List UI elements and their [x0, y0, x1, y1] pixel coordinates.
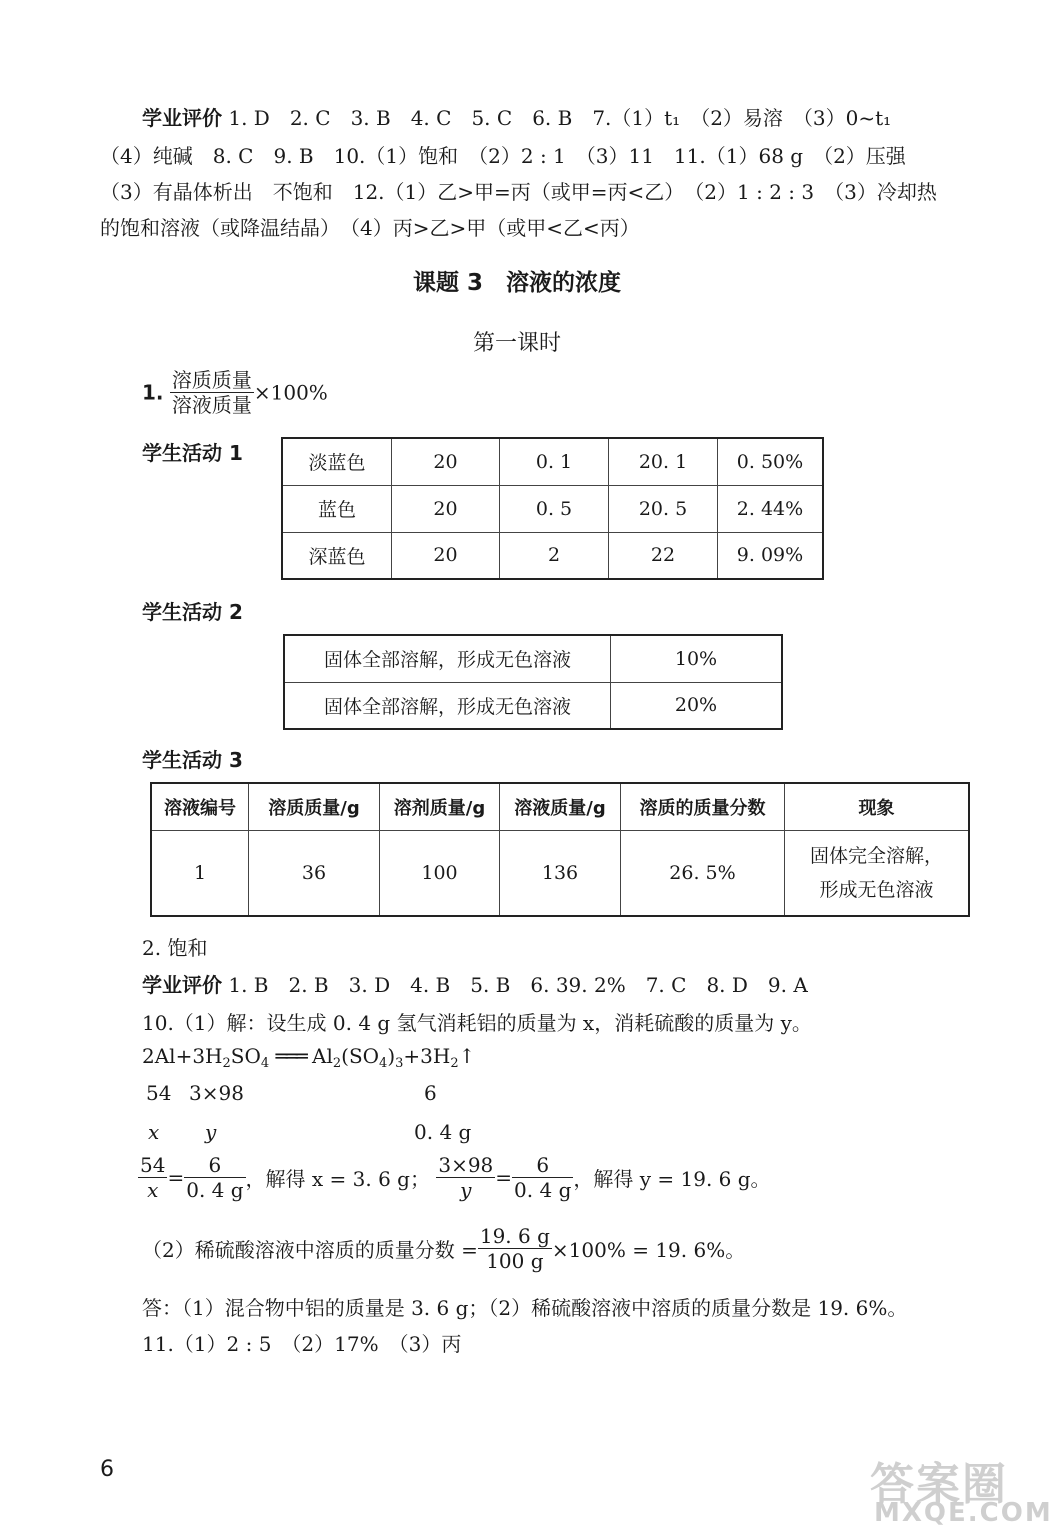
frac-den: 0. 4 g [186, 1178, 244, 1202]
section-title: 课题 3 溶液的浓度 [412, 270, 621, 296]
eval1-line2: （4）纯碱 8. C 9. B 10.（1）饱和 （2）2 : 1 （3）11 11.（1）68 g （2）压强 [100, 144, 906, 168]
a1-cell: 9. 09% [718, 532, 824, 579]
activity2-label: 学生活动 2 [142, 600, 243, 624]
frac-eq: = [167, 1165, 185, 1190]
a2-cell: 固体全部溶解，形成无色溶液 [284, 635, 611, 682]
eq-part: SO [230, 1044, 261, 1068]
frac-result: ，解得 y = 19. 6 g。 [573, 1167, 771, 1191]
q11-answer: 11.（1）2 : 5 （2）17% （3）丙 [142, 1332, 462, 1356]
activity1-table [281, 437, 824, 580]
q1-numerator: 溶质质量 [171, 368, 252, 392]
q1-denominator: 溶液质量 [171, 393, 252, 417]
q1-number: 1. [142, 380, 164, 405]
q1-suffix: ×100% [253, 380, 328, 405]
q10-part2 [142, 1224, 745, 1273]
a3-header: 溶液编号 [151, 783, 249, 830]
frac-den: x [147, 1178, 159, 1202]
q1-fraction [170, 368, 254, 417]
a1-cell: 20 [392, 485, 500, 532]
eval1-label: 学业评价 [142, 106, 222, 130]
q10-equation [142, 1044, 475, 1071]
q10-intro: 10.（1）解：设生成 0. 4 g 氢气消耗铝的质量为 x，消耗硫酸的质量为 y。 [142, 1011, 812, 1035]
a1-cell: 深蓝色 [282, 532, 392, 579]
a3-header: 溶质的质量分数 [621, 783, 785, 830]
eq-sub: 4 [260, 1056, 270, 1071]
p2-prefix: （2）稀硫酸溶液中溶质的质量分数 = [142, 1238, 478, 1262]
eval2-line [142, 969, 808, 998]
q10-m1: 54 [146, 1081, 172, 1105]
eq-sub: 4 [379, 1056, 388, 1071]
a3-phenomenon-line2: 形成无色溶液 [819, 878, 934, 901]
a1-cell: 0. 1 [500, 438, 609, 485]
a2-cell: 10% [611, 635, 783, 682]
frac-result: ，解得 x = 3. 6 g； [245, 1167, 430, 1191]
watermark-text-2: MXQE.COM [874, 1498, 1053, 1528]
eq-sub: 2 [222, 1056, 231, 1071]
eval1-line4: 的饱和溶液（或降温结晶） （4）丙>乙>甲（或甲<乙<丙） [100, 216, 640, 240]
a2-cell: 20% [611, 682, 783, 729]
a1-cell: 0. 50% [718, 438, 824, 485]
page-number: 6 [100, 1457, 114, 1482]
eq-sub: 2 [450, 1056, 459, 1071]
a1-cell: 0. 5 [500, 485, 609, 532]
q10-v1: x [148, 1120, 160, 1144]
ratio-frac-4 [512, 1153, 573, 1202]
a3-cell: 100 [380, 830, 500, 916]
a1-cell: 蓝色 [282, 485, 392, 532]
frac-num: 54 [140, 1153, 166, 1177]
a2-cell: 固体全部溶解，形成无色溶液 [284, 682, 611, 729]
a3-cell: 36 [249, 830, 380, 916]
ratio-frac-2 [184, 1153, 245, 1202]
a3-header: 溶剂质量/g [380, 783, 500, 830]
frac-num: 19. 6 g [479, 1224, 550, 1248]
frac-eq: = [495, 1165, 513, 1190]
watermark-logo [860, 1448, 1053, 1528]
eq-sub: 3 [395, 1056, 404, 1071]
eval2-text: 1. B 2. B 3. D 4. B 5. B 6. 39. 2% 7. C 8. D 9. A [228, 973, 808, 997]
frac-num: 6 [184, 1153, 245, 1178]
a1-cell: 淡蓝色 [282, 438, 392, 485]
activity2-table [283, 634, 783, 730]
eq-up-arrow: ↑ [458, 1044, 476, 1068]
ratio-frac-3 [436, 1153, 495, 1202]
activity3-table [150, 782, 970, 917]
q10-m3: 6 [424, 1081, 437, 1105]
a1-cell: 22 [609, 532, 718, 579]
activity3-label: 学生活动 3 [142, 748, 243, 772]
frac-den: 100 g [486, 1249, 544, 1273]
a3-cell: 26. 5% [621, 830, 785, 916]
q10-v3: 0. 4 g [414, 1120, 472, 1144]
eval1-line1 [142, 102, 891, 131]
q2-answer: 2. 饱和 [142, 936, 208, 960]
eq-arrow: ═══ [275, 1044, 306, 1068]
frac-num: 3×98 [438, 1153, 494, 1177]
a3-phenomenon-line1: 固体完全溶解， [809, 844, 943, 867]
q10-ratio-line [138, 1153, 771, 1202]
a3-header: 溶液质量/g [500, 783, 621, 830]
subsection-title: 第一课时 [472, 331, 561, 356]
a3-cell: 1 [151, 830, 249, 916]
q1-formula [142, 368, 328, 417]
a3-cell: 136 [500, 830, 621, 916]
watermark-text-1: 答案圈 [870, 1459, 1008, 1510]
a1-cell: 2 [500, 532, 609, 579]
eq-part: Al [312, 1044, 333, 1068]
eval1-text-1: 1. D 2. C 3. B 4. C 5. C 6. B 7.（1）t₁ （2）易溶 （3）0~t₁ [228, 106, 892, 130]
eq-part: ) [387, 1044, 396, 1068]
a1-cell: 2. 44% [718, 485, 824, 532]
eval1-line3: （3）有晶体析出 不饱和 12.（1）乙>甲=丙（或甲=丙<乙） （2）1 : 2 : 3 （3）冷却热 [100, 180, 937, 204]
a1-cell: 20. 5 [609, 485, 718, 532]
eq-part: (SO [341, 1044, 380, 1068]
a3-header: 溶质质量/g [249, 783, 380, 830]
eq-part: 2Al+3H [142, 1044, 223, 1068]
q10-m2: 3×98 [189, 1081, 244, 1105]
eq-part: +3H [403, 1044, 451, 1068]
a1-cell: 20 [392, 438, 500, 485]
q10-answer: 答：（1）混合物中铝的质量是 3. 6 g；（2）稀硫酸溶液中溶质的质量分数是 19. 6%。 [142, 1296, 908, 1320]
p2-fraction [478, 1224, 552, 1273]
frac-num: 6 [512, 1153, 573, 1178]
activity1-label: 学生活动 1 [142, 441, 243, 465]
eval2-label: 学业评价 [142, 973, 222, 997]
a3-phenomenon [785, 830, 970, 916]
frac-den: y [460, 1178, 472, 1202]
ratio-frac-1 [138, 1153, 167, 1202]
q10-v2: y [205, 1120, 217, 1144]
eq-sub: 2 [332, 1056, 342, 1071]
a3-header: 现象 [785, 783, 970, 830]
frac-den: 0. 4 g [514, 1178, 572, 1202]
a1-cell: 20. 1 [609, 438, 718, 485]
a1-cell: 20 [392, 532, 500, 579]
p2-suffix: ×100% = 19. 6%。 [551, 1238, 746, 1262]
